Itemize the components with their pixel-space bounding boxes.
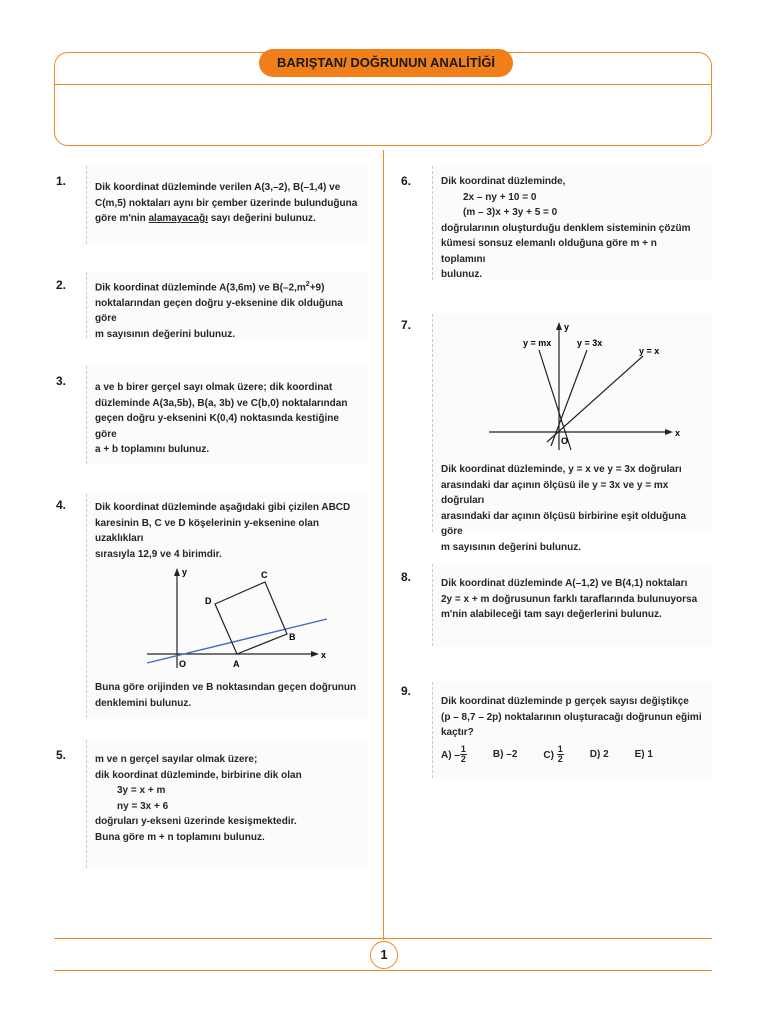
q3-line-2: düzleminde A(3a,5b), B(a, 3b) ve C(b,0) noktalarından <box>95 397 348 409</box>
q1-line-3a: göre m'nin <box>95 213 149 224</box>
q9-options <box>441 745 704 766</box>
q7-line-y-x <box>547 356 643 442</box>
q6-line-5: kümesi sonsuz elemanlı olduğuna göre m + n toplamını <box>441 238 657 265</box>
q4-line-2: karesinin B, C ve D köşelerinin y-eksenine olan uzaklıkları <box>95 517 319 544</box>
q9-line-3: kaçtır? <box>441 727 474 738</box>
q9-option-c-label: C) <box>543 749 554 761</box>
q6-equation-2: (m – 3)x + 3y + 5 = 0 <box>463 207 558 218</box>
q9-option-c-den: 2 <box>557 754 563 765</box>
q9-option-c[interactable] <box>543 745 563 766</box>
page-title: BARIŞTAN/ DOĞRUNUN ANALİTİĞİ <box>259 49 513 77</box>
q1-line-1: Dik koordinat düzleminde verilen A(3,–2), B(–1,4) ve <box>95 182 341 193</box>
q9-option-a-num: 1 <box>460 743 466 754</box>
q5-equation-1: 3y = x + m <box>117 785 166 796</box>
q9-option-c-num: 1 <box>557 743 563 754</box>
question-1 <box>86 166 368 244</box>
q7-label-o: O <box>561 436 569 446</box>
q1-line-3 <box>95 211 360 227</box>
q9-option-a-label: A) – <box>441 749 460 761</box>
q2-superscript: 2 <box>305 281 310 288</box>
q7-label-y-mx: y = mx <box>523 338 552 348</box>
q4-line-1: Dik koordinat düzleminde aşağıdaki gibi çizilen ABCD <box>95 502 351 513</box>
q7-label-y-x: y = x <box>639 346 660 356</box>
q4-y-arrow <box>174 568 180 576</box>
q4-label-o: O <box>179 659 187 669</box>
question-7 <box>432 314 712 553</box>
q5-line-1: m ve n gerçel sayılar olmak üzere; <box>95 754 258 765</box>
question-2 <box>86 272 368 338</box>
q5-line-6: Buna göre m + n toplamını bulunuz. <box>95 831 265 843</box>
q9-option-a[interactable] <box>441 745 467 766</box>
q8-line-1: Dik koordinat düzleminde A(–1,2) ve B(4,1) noktaları <box>441 578 688 589</box>
question-8 <box>432 564 712 646</box>
header-box <box>54 52 712 146</box>
q2-line-1b: +9) <box>309 282 325 294</box>
q4-label-x: x <box>321 650 327 660</box>
q2-line-1 <box>95 280 360 296</box>
question-number-9: 9. <box>401 684 412 698</box>
question-6 <box>432 166 712 280</box>
q9-line-2: (p – 8,7 – 2p) noktalarının oluşturacağı doğrunun eğimi <box>441 711 702 723</box>
q9-option-c-fraction <box>557 745 564 766</box>
q9-option-a-fraction <box>460 745 467 766</box>
q4-label-b: B <box>289 632 296 642</box>
q6-line-6: bulunuz. <box>441 269 483 280</box>
header-divider <box>55 84 711 85</box>
q3-line-1: a ve b birer gerçel sayı olmak üzere; dik koordinat <box>95 382 333 393</box>
q2-line-1a: Dik koordinat düzleminde A(3,6m) ve B(–2,m <box>95 282 306 294</box>
question-number-3: 3. <box>56 374 67 388</box>
question-5 <box>86 740 368 868</box>
q5-line-5: doğruları y-ekseni üzerinde kesişmektedir. <box>95 816 297 827</box>
q6-line-4: doğrularının oluşturduğu denklem sisteminin çözüm <box>441 222 691 234</box>
question-number-8: 8. <box>401 570 412 584</box>
q9-option-a-den: 2 <box>460 754 466 765</box>
q4-label-a: A <box>233 659 240 669</box>
question-number-5: 5. <box>56 748 67 762</box>
question-3 <box>86 366 368 464</box>
q4-blue-line <box>147 619 327 663</box>
q1-line-3c: sayı değerini bulunuz. <box>208 213 316 224</box>
q7-label-y: y <box>564 322 570 332</box>
q4-line-3: sırasıyla 12,9 ve 4 birimdir. <box>95 548 222 560</box>
q8-line-2: 2y = x + m doğrusunun farklı taraflarında bulunuyorsa <box>441 593 698 605</box>
q6-line-1: Dik koordinat düzleminde, <box>441 176 566 187</box>
q7-label-y-3x: y = 3x <box>577 338 603 348</box>
q7-line-1: Dik koordinat düzleminde, y = x ve y = 3x doğruları <box>441 464 682 475</box>
q5-equation-2: ny = 3x + 6 <box>117 800 169 812</box>
q7-label-x: x <box>675 428 681 438</box>
q3-line-3: geçen doğru y-eksenini K(0,4) noktasında kestiğine göre <box>95 413 339 440</box>
question-number-2: 2. <box>56 278 67 292</box>
q7-line-3: arasındaki dar açının ölçüsü birbirine eşit olduğuna göre <box>441 510 687 537</box>
q7-line-2: arasındaki dar açının ölçüsü ile y = 3x ve y = mx doğruları <box>441 479 669 506</box>
question-number-4: 4. <box>56 498 67 512</box>
q5-line-2: dik koordinat düzleminde, birbirine dik olan <box>95 769 302 781</box>
q6-equation-1: 2x – ny + 10 = 0 <box>463 191 537 203</box>
q4-label-d: D <box>205 596 212 606</box>
footer-line-top <box>54 938 712 939</box>
footer-line-bottom <box>54 970 712 971</box>
q4-x-arrow <box>311 651 319 657</box>
q7-figure <box>447 320 697 456</box>
q4-line-5: denklemini bulunuz. <box>95 697 192 709</box>
page-number: 1 <box>370 941 398 969</box>
q2-line-2: noktalarından geçen doğru y-eksenine dik olduğuna göre <box>95 297 343 325</box>
q9-option-d[interactable]: D) 2 <box>589 749 609 761</box>
q9-option-e[interactable]: E) 1 <box>634 749 653 761</box>
q4-line-4: Buna göre orijinden ve B noktasından geçen doğrunun <box>95 682 357 693</box>
q7-line-4: m sayısının değerini bulunuz. <box>441 541 582 553</box>
question-4 <box>86 494 368 718</box>
q7-y-arrow <box>556 322 562 330</box>
q8-line-3: m'nin alabileceği tam sayı değerlerini bulunuz. <box>441 609 662 620</box>
q4-label-y: y <box>182 568 188 577</box>
q1-underlined-word: alamayacağı <box>148 213 208 224</box>
question-number-6: 6. <box>401 174 412 188</box>
q4-label-c: C <box>261 570 268 580</box>
question-number-1: 1. <box>56 174 67 188</box>
column-divider <box>383 150 384 940</box>
q1-line-2: C(m,5) noktaları aynı bir çember üzerinde bulunduğuna <box>95 197 358 209</box>
q7-x-arrow <box>665 429 673 435</box>
question-number-7: 7. <box>401 318 412 332</box>
q3-line-4: a + b toplamını bulunuz. <box>95 444 210 455</box>
q9-option-b[interactable]: B) –2 <box>492 749 518 761</box>
question-9 <box>432 682 712 778</box>
q9-line-1: Dik koordinat düzleminde p gerçek sayısı değiştikçe <box>441 696 689 707</box>
q2-line-3: m sayısının değerini bulunuz. <box>95 328 236 340</box>
q4-figure <box>141 568 341 676</box>
